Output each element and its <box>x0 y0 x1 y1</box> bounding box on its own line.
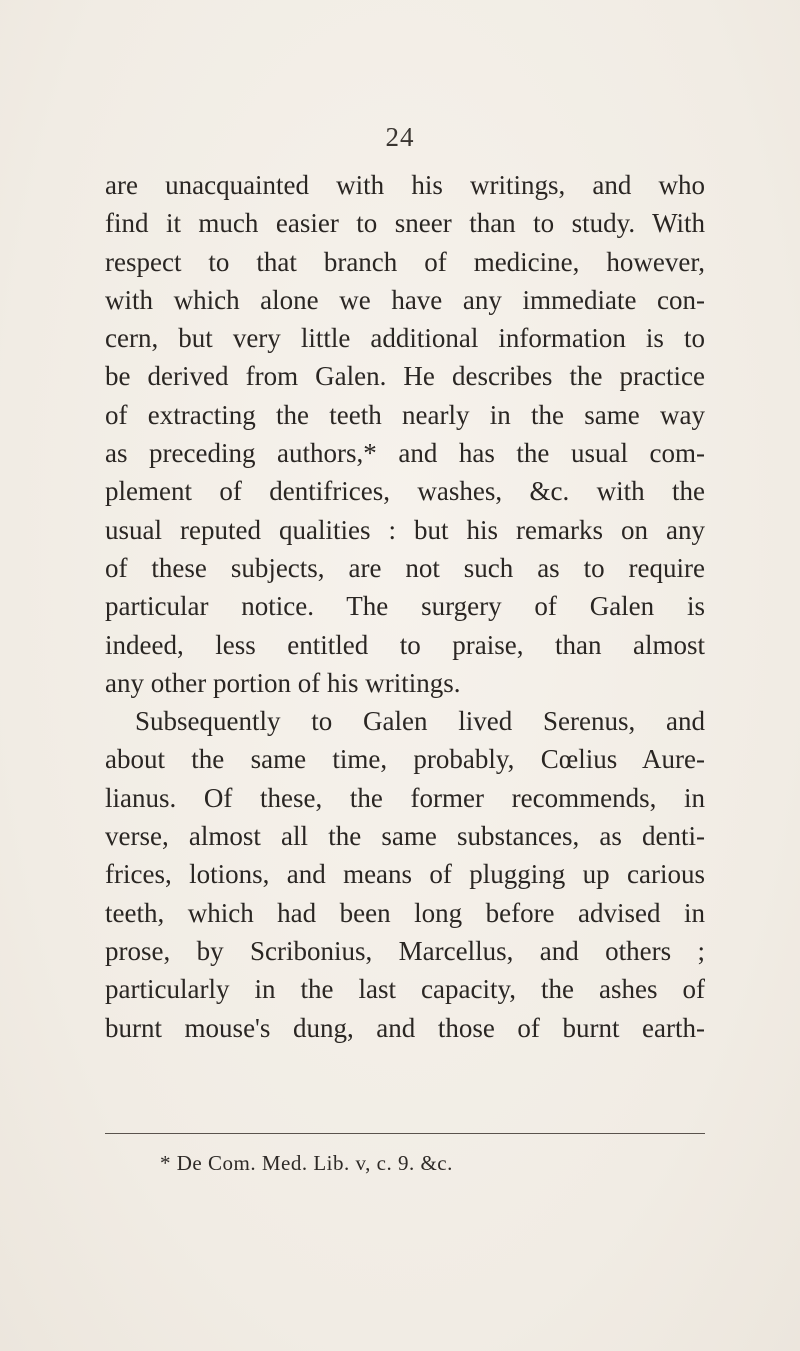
text-line: particular notice. The surgery of Galen is <box>105 591 705 622</box>
text-line: lianus. Of these, the former recommends, in <box>105 782 705 813</box>
text-line: particularly in the last capacity, the ashes of <box>105 974 705 1005</box>
text-line: find it much easier to sneer than to study. With <box>105 208 705 239</box>
text-line: cern, but very little additional information is to <box>105 323 705 354</box>
page-number: 24 <box>385 122 415 152</box>
text-line: verse, almost all the same substances, as denti- <box>105 821 705 852</box>
body-text <box>105 166 705 1047</box>
text-line: of extracting the teeth nearly in the same way <box>105 399 705 430</box>
text-line: with which alone we have any immediate con- <box>105 284 705 315</box>
text-line: Subsequently to Galen lived Serenus, and <box>135 706 705 737</box>
text-line: burnt mouse's dung, and those of burnt earth- <box>105 1012 705 1043</box>
text-line: of these subjects, are not such as to require <box>105 552 705 583</box>
text-line: respect to that branch of medicine, however, <box>105 246 705 277</box>
text-line: frices, lotions, and means of plugging up carious <box>105 859 705 890</box>
text-line: indeed, less entitled to praise, than almost <box>105 629 705 660</box>
text-line: usual reputed qualities : but his remarks on any <box>105 514 705 545</box>
text-line: any other portion of his writings. <box>105 667 461 698</box>
text-line: be derived from Galen. He describes the practice <box>105 361 705 392</box>
text-line: as preceding authors,* and has the usual com- <box>105 438 705 469</box>
text-line: teeth, which had been long before advised in <box>105 897 705 928</box>
footnote: * De Com. Med. Lib. v, c. 9. &c. <box>160 1151 453 1175</box>
text-line: are unacquainted with his writings, and who <box>105 170 705 200</box>
footnote-divider <box>105 1133 705 1134</box>
text-line: prose, by Scribonius, Marcellus, and others ; <box>105 935 705 966</box>
text-line: about the same time, probably, Cœlius Aure- <box>105 744 705 775</box>
text-line: plement of dentifrices, washes, &c. with the <box>105 476 705 507</box>
